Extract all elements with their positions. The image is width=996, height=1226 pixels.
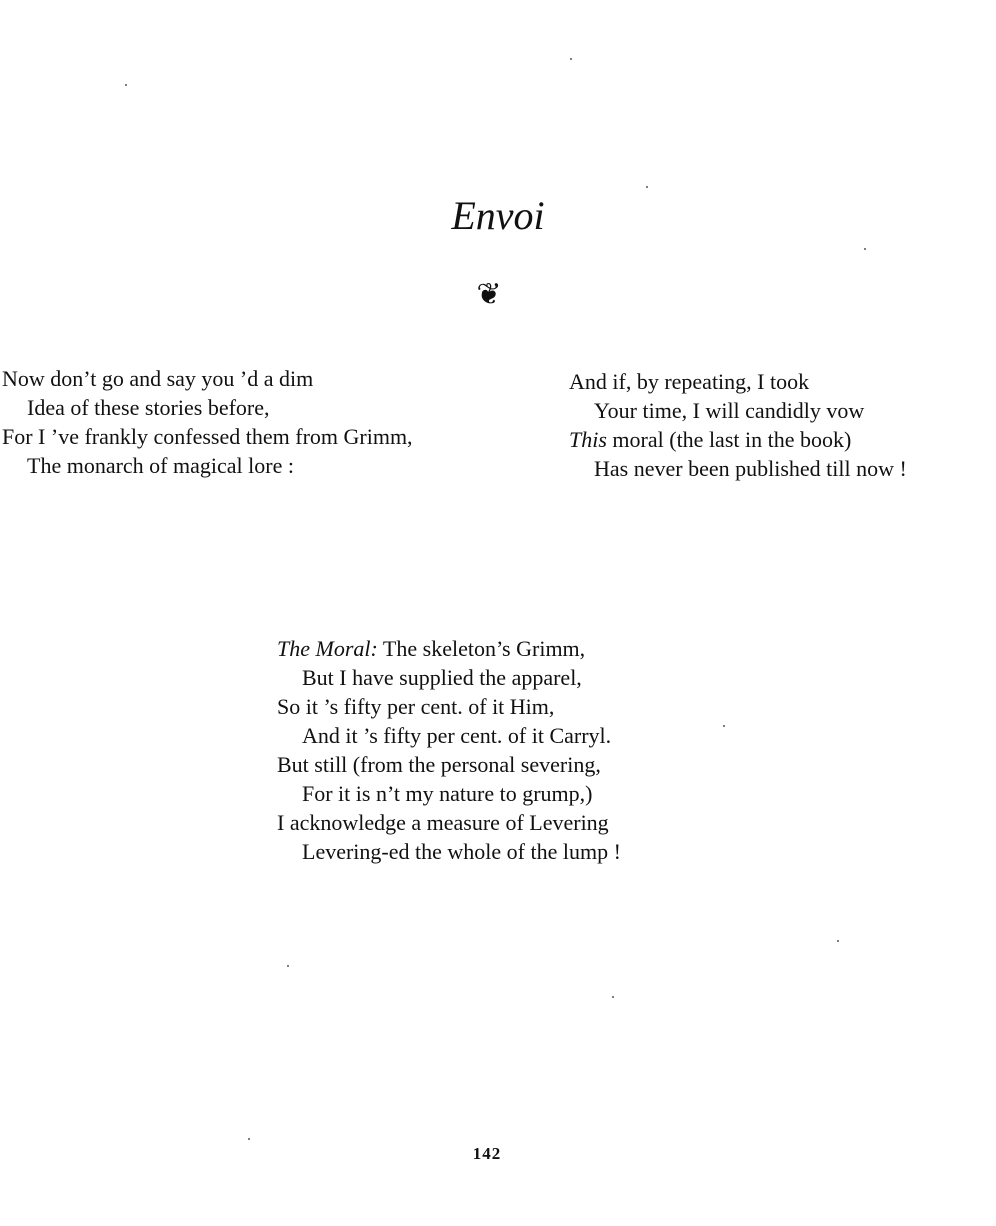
verse-line: For I ’ve frankly confessed them from Grimm,	[2, 424, 413, 449]
verse-italic-word: This	[569, 427, 607, 452]
verse-line: Levering-ed the whole of the lump !	[302, 839, 621, 864]
scan-speck	[864, 248, 866, 250]
stanza-right	[569, 367, 907, 483]
ornament-icon: ❦	[476, 278, 502, 311]
verse-line: But I have supplied the apparel,	[302, 665, 582, 690]
scan-speck	[723, 725, 725, 727]
scan-speck	[612, 996, 614, 998]
verse-line: For it is n’t my nature to grump,)	[302, 781, 593, 806]
verse-line: Idea of these stories before,	[27, 395, 270, 420]
verse-line	[569, 425, 907, 454]
stanza-moral	[277, 634, 621, 866]
scan-speck	[646, 186, 648, 188]
verse-line: Has never been published till now !	[594, 456, 907, 481]
verse-line: I acknowledge a measure of Levering	[277, 810, 609, 835]
scan-speck	[125, 84, 127, 86]
verse-line: The monarch of magical lore :	[27, 453, 294, 478]
stanza-left	[2, 364, 413, 480]
page-number: 142	[472, 1144, 502, 1163]
scan-speck	[287, 965, 289, 967]
verse-line: And it ’s fifty per cent. of it Carryl.	[302, 723, 612, 748]
page-title: Envoi	[451, 193, 545, 238]
moral-label: The Moral:	[277, 636, 378, 661]
verse-line	[277, 634, 621, 663]
scan-speck	[837, 940, 839, 942]
verse-line: Now don’t go and say you ’d a dim	[2, 366, 314, 391]
verse-line: So it ’s fifty per cent. of it Him,	[277, 694, 555, 719]
verse-line-rest: The skeleton’s Grimm,	[377, 636, 586, 661]
verse-line: And if, by repeating, I took	[569, 369, 810, 394]
verse-line: Your time, I will candidly vow	[594, 398, 865, 423]
scan-speck	[248, 1138, 250, 1140]
verse-line: But still (from the personal severing,	[277, 752, 601, 777]
scan-speck	[570, 58, 572, 60]
verse-line-rest: moral (the last in the book)	[606, 427, 852, 452]
